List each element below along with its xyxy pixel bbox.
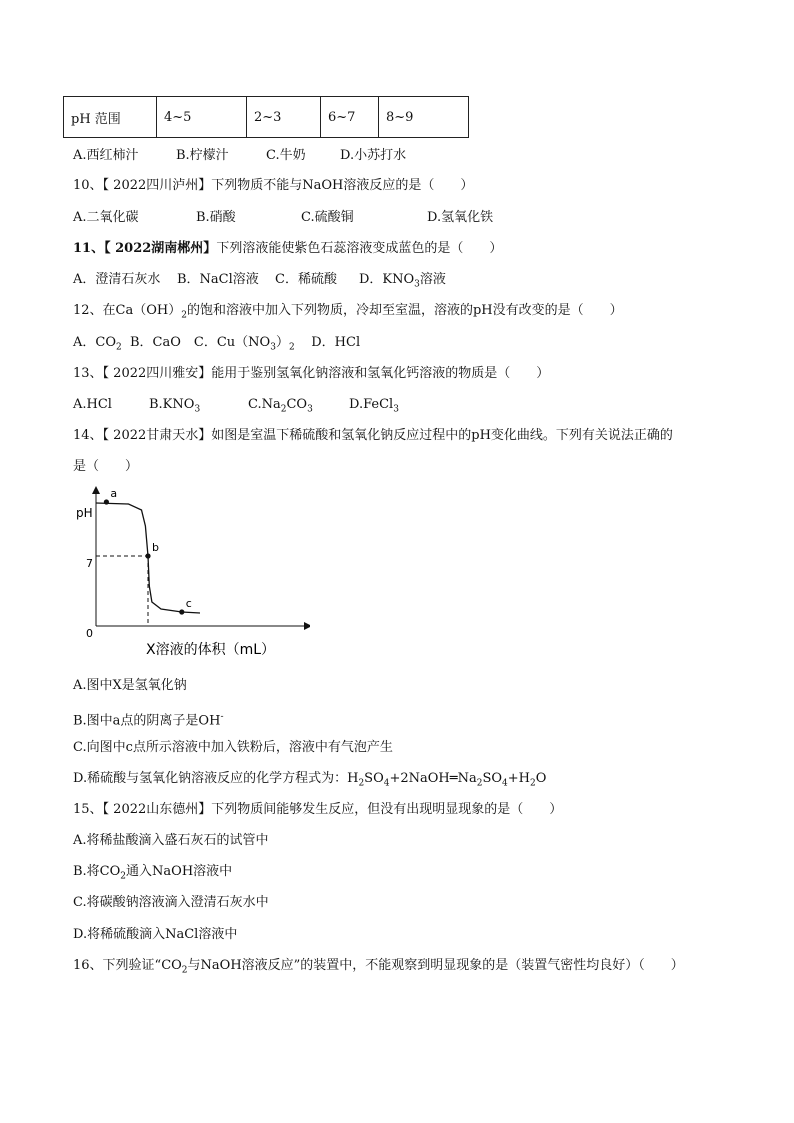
y-axis-label: pH — [76, 506, 93, 520]
option: D.氢氧化铁 — [427, 210, 494, 225]
data-point-b — [145, 553, 150, 558]
point-label-a: a — [110, 487, 118, 500]
ph-range-table — [63, 96, 469, 138]
q13-stem: 13、【 2022四川雅安】能用于鉴别氢氧化钠溶液和氢氧化钙溶液的物质是（ ） — [73, 366, 550, 381]
q13-options — [73, 396, 399, 419]
question-text: 下列溶液能使紫色石蕊溶液变成蓝色的是（ ） — [216, 241, 503, 256]
option: C.硫酸铜 — [301, 210, 354, 225]
ph-curve-chart — [70, 486, 310, 660]
data-point-a — [104, 499, 109, 504]
option: B.柠檬汁 — [176, 148, 229, 163]
option: B.硝酸 — [196, 210, 236, 225]
q15-option-a: A.将稀盐酸滴入盛石灰石的试管中 — [73, 833, 269, 848]
q12-stem: 12、在$Ca(OH)_2$的饱和溶液中加入下列物质，冷却至室温，溶液的pH没有改变的是（ ） — [73, 303, 623, 321]
q14-option-d: D.稀硫酸与氢氧化钠溶液反应的化学方程式为：$H_2SO_4+2NaOH═Na_2SO_4+H_2O$ — [73, 771, 547, 789]
q14-option-a: A.图中X是氢氧化钠 — [73, 678, 187, 693]
x-axis-label: X溶液的体积（mL） — [146, 642, 276, 658]
option: A.HCl — [73, 397, 112, 412]
q14-option-b: B.图中a点的阴离子是OH- — [73, 712, 224, 729]
q14-stem-line2: 是（ ） — [73, 459, 139, 474]
table-row — [64, 97, 469, 138]
option: $C.Na_2CO_3$ — [248, 397, 313, 415]
q14-stem-line1: 14、【 2022甘肃天水】如图是室温下稀硫酸和氢氧化钠反应过程中的pH变化曲线。下列有关说法正确的 — [73, 428, 673, 443]
q15-stem: 15、【 2022山东德州】下列物质间能够发生反应，但没有出现明显现象的是（ ） — [73, 802, 563, 817]
option: $B.KNO_3$ — [149, 397, 201, 415]
point-label-c: c — [185, 597, 192, 610]
table-cell: 4~5 — [157, 97, 247, 138]
question-source: 【 2022湖南郴州】 — [104, 241, 217, 256]
q15-option-d: D.将稀硫酸滴入NaCl溶液中 — [73, 927, 238, 942]
q11-stem — [73, 240, 502, 258]
option: C．稀硫酸 — [275, 272, 337, 287]
option: D.小苏打水 — [340, 148, 407, 163]
q15-option-c: C.将碳酸钠溶液滴入澄清石灰水中 — [73, 895, 269, 910]
option: A.西红柿汁 — [73, 148, 139, 163]
option: C.牛奶 — [266, 148, 306, 163]
q10-options — [73, 209, 493, 227]
table-cell: 6~7 — [321, 97, 379, 138]
option: A.二氧化碳 — [73, 210, 139, 225]
q10-stem: 10、【 2022四川泸州】下列物质不能与NaOH溶液反应的是（ ） — [73, 178, 474, 193]
q12-options: A．$CO_2$ B．CaO C．$Cu(NO_3)_2$ D．HCl — [73, 335, 361, 353]
table-cell: 8~9 — [379, 97, 469, 138]
q15-option-b: B.将$CO_2$通入NaOH溶液中 — [73, 864, 233, 882]
option: B．NaCl溶液 — [177, 272, 259, 287]
point-label-b: b — [152, 541, 159, 554]
q9-options — [73, 147, 406, 165]
origin-label: 0 — [86, 627, 93, 640]
data-point-c — [179, 609, 184, 614]
q14-option-c: C.向图中c点所示溶液中加入铁粉后，溶液中有气泡产生 — [73, 740, 393, 755]
q16-stem: 16、下列验证“$CO_2$与NaOH溶液反应”的装置中，不能观察到明显现象的是（装置气密性均良好）（ ） — [73, 958, 684, 976]
table-cell: pH 范围 — [64, 97, 157, 138]
y-tick-label: 7 — [86, 557, 93, 570]
option: A．澄清石灰水 — [73, 272, 161, 287]
question-number: 11、 — [73, 241, 105, 256]
table-cell: 2~3 — [247, 97, 321, 138]
option: D.FeCl$_3$ — [349, 397, 399, 415]
option: D．$KNO_3$溶液 — [359, 272, 446, 290]
q11-options — [73, 271, 446, 294]
